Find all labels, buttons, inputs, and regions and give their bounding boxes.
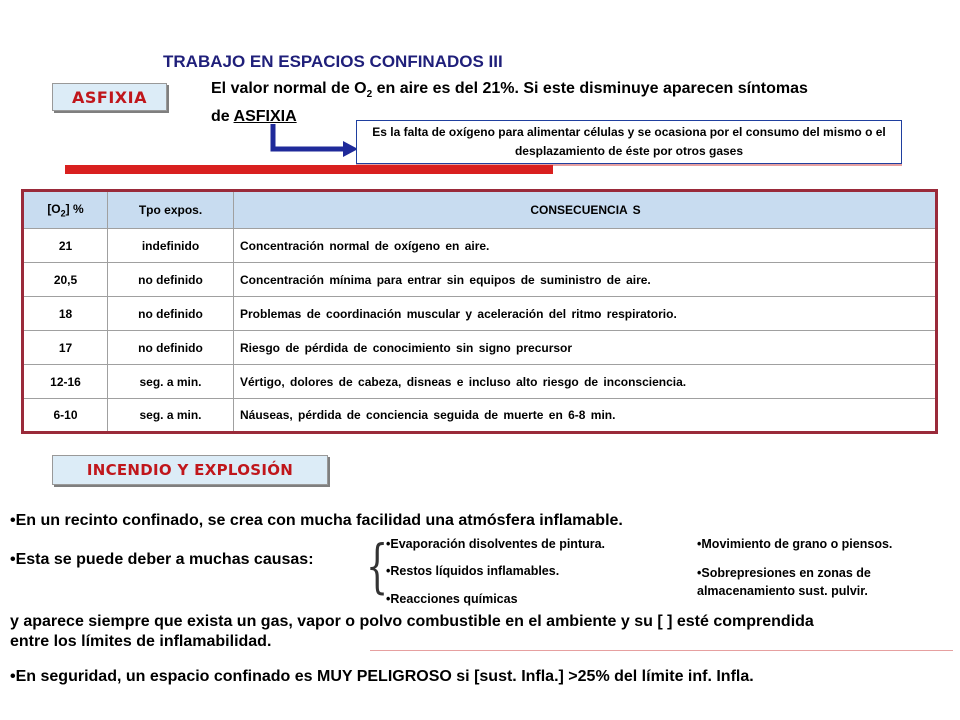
o2-subscript: 2: [366, 89, 373, 101]
asfixia-label: ASFIXIA: [52, 83, 167, 111]
asfixia-underlined: ASFIXIA: [233, 108, 297, 126]
table-row: [23, 331, 937, 365]
paragraph-inflamabilidad: [10, 612, 814, 652]
cell-tpo: no definido: [108, 263, 234, 297]
cause-text: Restos líquidos inflamables.: [390, 564, 560, 578]
bullet-text: En seguridad, un espacio confinado es MUY PELIGROSO si [sust. Infla.] >25% del límite inf. Infla.: [15, 668, 754, 685]
bullet-peligroso: [10, 668, 754, 686]
cause-text: Evaporación disolventes de pintura.: [390, 537, 606, 551]
cell-o2: 21: [23, 229, 108, 263]
red-divider-bar: [65, 165, 553, 174]
header-o2-text: ] %: [65, 201, 84, 216]
cell-consecuencia: Vértigo, dolores de cabeza, disneas e incluso alto riesgo de inconsciencia.: [234, 365, 937, 399]
cell-o2: 17: [23, 331, 108, 365]
cell-o2: 6-10: [23, 399, 108, 433]
cell-o2: 12-16: [23, 365, 108, 399]
cause-text: Movimiento de grano o piensos.: [701, 537, 893, 551]
cell-tpo: no definido: [108, 331, 234, 365]
cell-tpo: seg. a min.: [108, 365, 234, 399]
cell-o2: 18: [23, 297, 108, 331]
cell-consecuencia: Náuseas, pérdida de conciencia seguida de muerte en 6-8 min.: [234, 399, 937, 433]
cause-item: [386, 564, 559, 578]
paragraph-line: y aparece siempre que exista un gas, vapor o polvo combustible en el ambiente y su [ ] esté comprendida: [10, 613, 814, 630]
table-row: [23, 263, 937, 297]
header-tpo: Tpo expos.: [108, 191, 234, 229]
header-consecuencias: CONSECUENCIA S: [234, 191, 937, 229]
table-header-row: [23, 191, 937, 229]
arrow-right-icon: [265, 122, 360, 162]
bullet-text: En un recinto confinado, se crea con mucha facilidad una atmósfera inflamable.: [15, 512, 623, 529]
o2-text-part: en aire es del 21%. Si este disminuye aparecen síntomas: [372, 80, 808, 97]
cell-consecuencia: Riesgo de pérdida de conocimiento sin signo precursor: [234, 331, 937, 365]
page-title: TRABAJO EN ESPACIOS CONFINADOS III: [163, 52, 503, 71]
paragraph-line: entre los límites de inflamabilidad.: [10, 633, 272, 650]
cell-consecuencia: Concentración normal de oxígeno en aire.: [234, 229, 937, 263]
cell-tpo: no definido: [108, 297, 234, 331]
table-row: [23, 399, 937, 433]
bullet-causas: [10, 551, 314, 569]
o2-text-part: de: [211, 108, 234, 126]
table-row: [23, 229, 937, 263]
table-row: [23, 365, 937, 399]
oxygen-consequences-table: [21, 189, 938, 434]
cause-item: •Sobrepresiones en zonas de almacenamiento sust. pulvir.: [697, 566, 871, 598]
incendio-label: INCENDIO Y EXPLOSIÓN: [52, 455, 328, 485]
table-row: [23, 297, 937, 331]
cell-tpo: seg. a min.: [108, 399, 234, 433]
bullet-atmosfera: [10, 512, 623, 530]
separator-line: [370, 650, 953, 651]
cause-text: Reacciones químicas: [390, 592, 518, 606]
o2-text-part: El valor normal de O: [211, 80, 367, 97]
cell-consecuencia: Problemas de coordinación muscular y aceleración del ritmo respiratorio.: [234, 297, 937, 331]
cell-consecuencia: Concentración mínima para entrar sin equipos de suministro de aire.: [234, 263, 937, 297]
cause-item: [386, 537, 605, 551]
cause-item: [386, 592, 518, 606]
header-o2-text: [O: [47, 201, 61, 216]
header-o2: [23, 191, 108, 229]
bullet-text: Esta se puede deber a muchas causas:: [15, 551, 314, 568]
header-o2-sub: 2: [60, 208, 66, 219]
cause-item: [697, 537, 892, 551]
curly-brace-icon: {: [366, 532, 389, 600]
cause-text: Sobrepresiones en zonas de almacenamiento sust. pulvir.: [697, 566, 871, 598]
cell-o2: 20,5: [23, 263, 108, 297]
cell-tpo: indefinido: [108, 229, 234, 263]
asfixia-definition-box: Es la falta de oxígeno para alimentar células y se ocasiona por el consumo del mismo o el desplazamiento de éste por otros gases: [356, 120, 902, 164]
